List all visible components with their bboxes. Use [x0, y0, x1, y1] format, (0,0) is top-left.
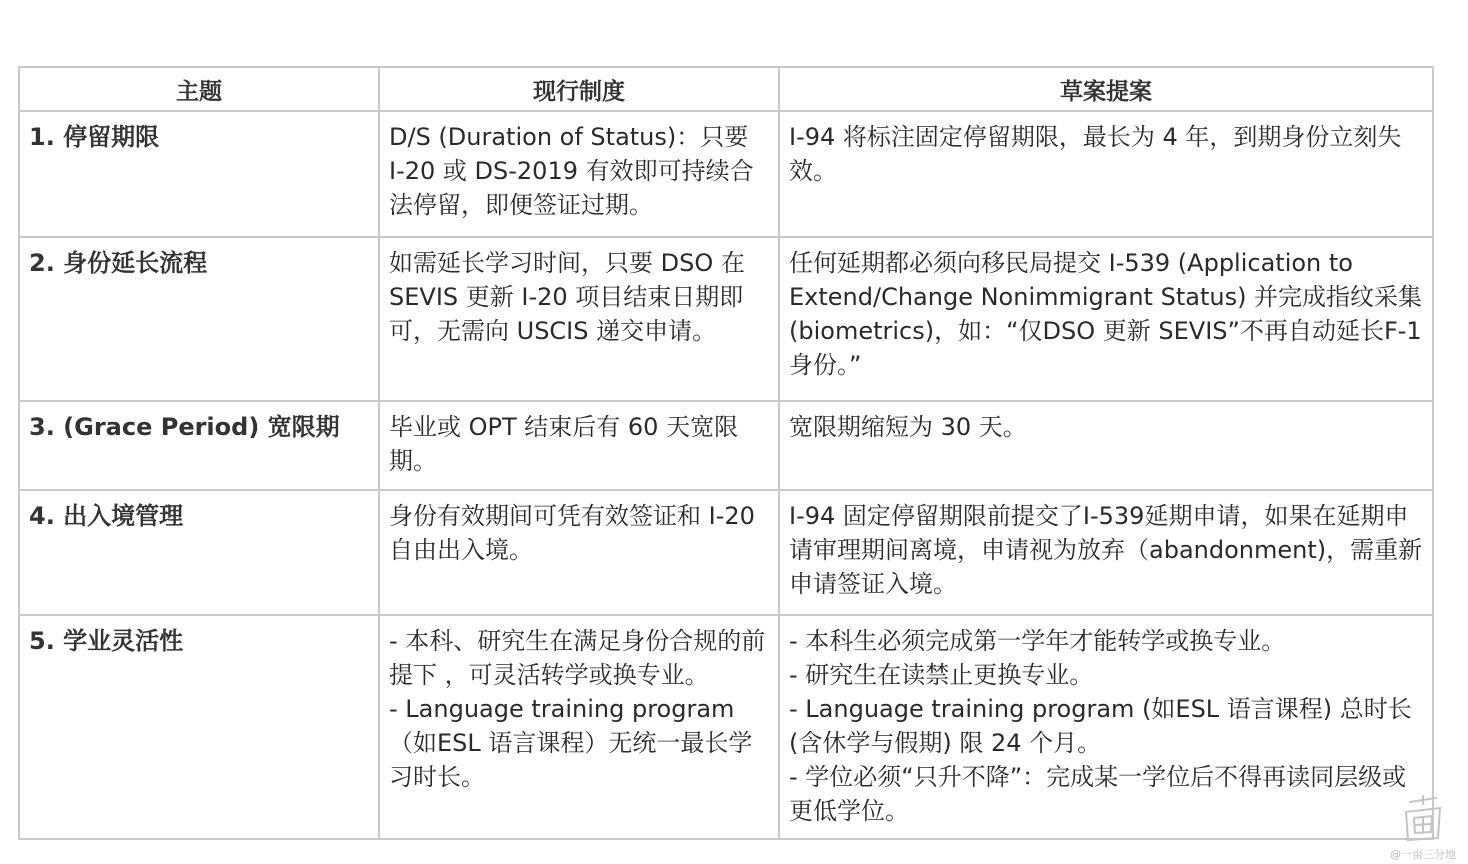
proposal-bullet: - 研究生在读禁止更换专业。: [789, 661, 1094, 689]
header-current-system: 现行制度: [379, 67, 779, 111]
table-row: [19, 490, 1433, 615]
header-topic: 主题: [19, 67, 379, 111]
row-topic: 4. 出入境管理: [19, 490, 379, 615]
row-topic: 2. 身份延长流程: [19, 237, 379, 401]
row-proposal: [779, 615, 1433, 839]
row-current: 毕业或 OPT 结束后有 60 天宽限期。: [379, 401, 779, 490]
row-current: 身份有效期间可凭有效签证和 I-20 自由出入境。: [379, 490, 779, 615]
row-current: D/S (Duration of Status)：只要 I-20 或 DS-2019 有效即可持续合法停留，即便签证过期。: [379, 111, 779, 237]
table-row: [19, 237, 1433, 401]
row-proposal: I-94 将标注固定停留期限，最长为 4 年，到期身份立刻失效。: [779, 111, 1433, 237]
watermark-text: @一亩三分地: [1390, 848, 1456, 861]
row-proposal: 宽限期缩短为 30 天。: [779, 401, 1433, 490]
row-proposal: I-94 固定停留期限前提交了I-539延期申请，如果在延期申请审理期间离境，申请视为放弃（abandonment)，需重新申请签证入境。: [779, 490, 1433, 615]
table-header-row: [19, 67, 1433, 111]
row-proposal: 任何延期都必须向移民局提交 I-539 (Application to Extend/Change Nonimmigrant Status) 并完成指纹采集 (biometrics)，如：“仅DSO 更新 SEVIS”不再自动延长F-1 身份。”: [779, 237, 1433, 401]
proposal-bullet: - 本科生必须完成第一学年才能转学或换专业。: [789, 627, 1286, 655]
row-current: [379, 615, 779, 839]
table-row: [19, 615, 1433, 839]
proposal-bullet: - 学位必须“只升不降”：完成某一学位后不得再读同层级或更低学位。: [789, 763, 1407, 825]
proposal-bullet: - Language training program (如ESL 语言课程) 总时长 (含休学与假期) 限 24 个月。: [789, 695, 1412, 757]
row-current: 如需延长学习时间，只要 DSO 在 SEVIS 更新 I-20 项目结束日期即可，无需向 USCIS 递交申请。: [379, 237, 779, 401]
row-topic: 3. (Grace Period) 宽限期: [19, 401, 379, 490]
header-draft-proposal: 草案提案: [779, 67, 1433, 111]
table-row: [19, 401, 1433, 490]
current-bullet: - 本科、研究生在满足身份合规的前提下 ，可灵活转学或换专业。: [389, 627, 766, 689]
row-topic: 1. 停留期限: [19, 111, 379, 237]
row-topic: 5. 学业灵活性: [19, 615, 379, 839]
table-row: [19, 111, 1433, 237]
current-bullet: - Language training program（如ESL 语言课程）无统一最长学习时长。: [389, 695, 753, 791]
comparison-table: [18, 66, 1434, 840]
